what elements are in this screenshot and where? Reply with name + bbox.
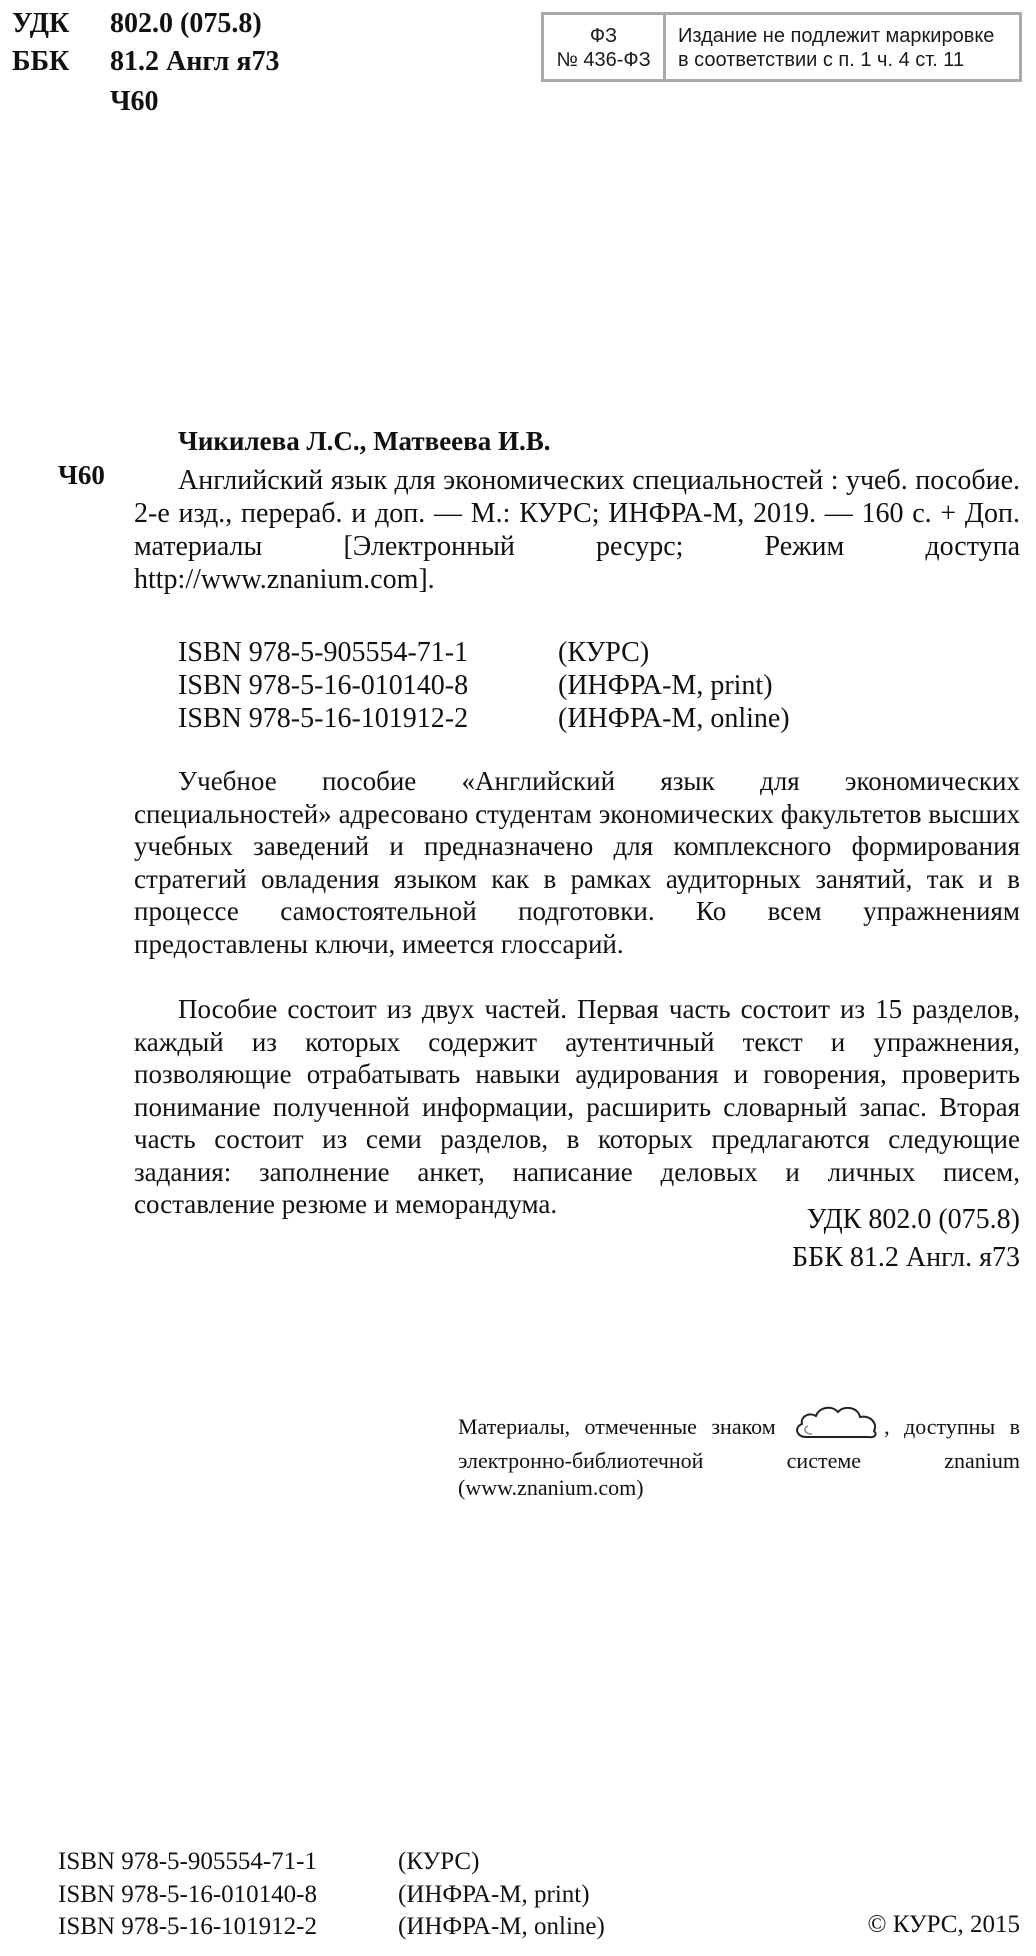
materials-note (458, 1411, 1020, 1501)
isbn-number: ISBN 978-5-16-101912-2 (58, 1913, 318, 1940)
isbn-publisher: (КУРС) (558, 637, 650, 668)
footer-udk: УДК 802.0 (075.8) (806, 1204, 1020, 1235)
author-code-top: Ч60 (110, 86, 159, 117)
isbn-publisher: (ИНФРА-М, print) (398, 1880, 590, 1908)
isbn-number: ISBN 978-5-16-101912-2 (178, 703, 469, 734)
isbn-publisher: (КУРС) (398, 1848, 480, 1875)
bbk-row (0, 46, 400, 78)
copyright: © КУРС, 2015 (867, 1911, 1020, 1938)
footer-bbk: ББК 81.2 Англ. я73 (792, 1242, 1020, 1273)
law-box-right-line1: Издание не подлежит маркировке (678, 25, 995, 47)
isbn-number: ISBN 978-5-905554-71-1 (58, 1848, 318, 1875)
isbn-publisher: (ИНФРА-М, online) (398, 1913, 605, 1940)
udk-label: УДК (12, 8, 70, 39)
isbn-number: ISBN 978-5-16-010140-8 (58, 1880, 318, 1908)
udk-row (0, 8, 400, 40)
abstract-paragraph-2: Пособие состоит из двух частей. Первая часть состоит из 15 разделов, каждый из которых содержит аутентичный текст и упражнения, позволяющие отрабатывать навыки аудирования и говорения, проверить понимание полученной информации, расширить словарный запас. Вторая часть состоит из семи разделов, в которых предлагаются следующие задания: заполнение анкет, написание деловых и личных писем, составление резюме и меморандума. (134, 994, 1020, 1219)
materials-note-text-after: , доступны в электронно-библиотечной системе znanium (www.znanium.com) (458, 1414, 1021, 1500)
bbk-label: ББК (12, 46, 70, 77)
bbk-value: 81.2 Англ я73 (110, 46, 280, 77)
author-code-row (0, 86, 400, 118)
law-box-right (666, 15, 1019, 79)
isbn-publisher: (ИНФРА-М, print) (558, 670, 773, 701)
isbn-publisher: (ИНФРА-М, online) (558, 703, 790, 734)
law-marking-box (541, 12, 1022, 82)
bibliographic-description: Английский язык для экономических специальностей : учеб. пособие. 2-е изд., перераб. и доп. — М.: КУРС; ИНФРА-М, 2019. — 160 с. + Доп. материалы [Электронный ресурс; Режим доступа http://www.znanium.com]. (134, 465, 1020, 595)
law-box-right-line2: в соответствии с п. 1 ч. 4 ст. 11 (678, 49, 965, 71)
abstract-paragraph-1: Учебное пособие «Английский язык для экономических специальностей» адресовано студентам экономических факультетов высших учебных заведений и предназначено для комплексного формирования стратегий овладения языком как в рамках аудиторных занятий, так и в процессе самостоятельной подготовки. Ко всем упражнениям предоставлены ключи, имеется глоссарий. (134, 766, 1020, 959)
udk-value: 802.0 (075.8) (110, 8, 262, 39)
materials-note-text-before: Материалы, отмеченные знаком (458, 1414, 776, 1440)
author-code-side: Ч60 (58, 460, 105, 490)
authors: Чикилева Л.С., Матвеева И.В. (178, 426, 551, 456)
cloud-icon (792, 1403, 882, 1447)
law-box-left-line1: ФЗ (589, 25, 618, 47)
isbn-number: ISBN 978-5-905554-71-1 (178, 637, 469, 668)
law-box-left-line2: № 436-ФЗ (556, 49, 651, 71)
isbn-number: ISBN 978-5-16-010140-8 (178, 670, 469, 701)
law-box-left (544, 15, 666, 79)
